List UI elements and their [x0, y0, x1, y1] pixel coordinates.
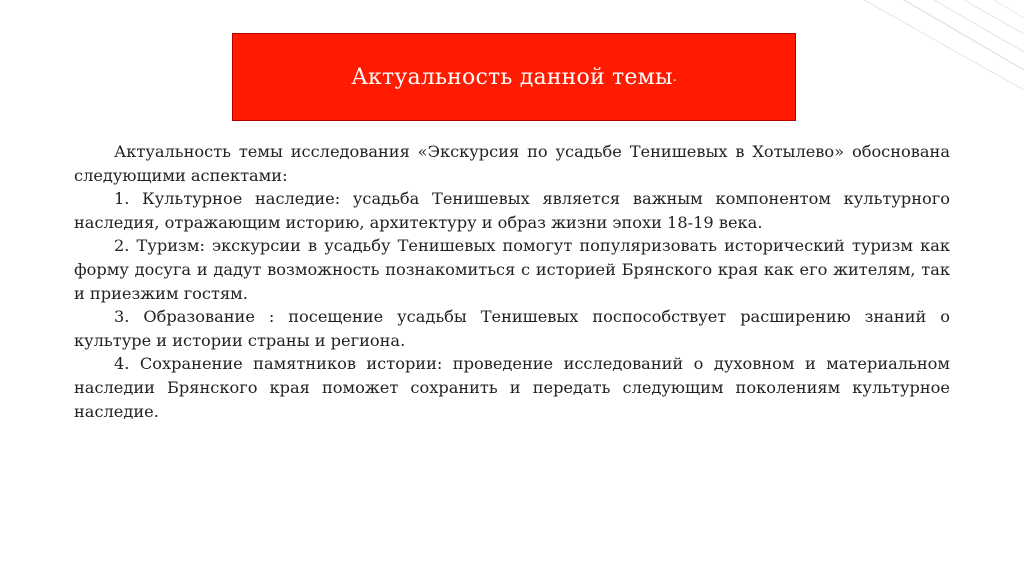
slide-title-dot: . [672, 69, 677, 85]
point-education: 3. Образование : посещение усадьбы Тенишевых поспособствует расширению знаний о культуре и истории страны и региона. [74, 307, 950, 350]
corner-decoration [864, 0, 1024, 90]
point-tourism: 2. Туризм: экскурсии в усадьбу Тенишевых помогут популяризовать исторический туризм как форму досуга и дадут возможность познакомиться с историей Брянского края как его жителям, так и приезжим гостям. [74, 236, 950, 303]
title-banner [232, 33, 796, 121]
slide-title: Актуальность данной темы [351, 64, 673, 90]
point-preservation: 4. Сохранение памятников истории: проведение исследований о духовном и материальном наследии Брянского края поможет сохранить и передать следующим поколениям культурное наследие. [74, 354, 950, 421]
intro-paragraph: Актуальность темы исследования «Экскурсия по усадьбе Тенишевых в Хотылево» обоснована следующими аспектами: [74, 142, 950, 185]
point-cultural-heritage: 1. Культурное наследие: усадьба Тенишевых является важным компонентом культурного наследия, отражающим историю, архитектуру и образ жизни эпохи 18-19 века. [74, 189, 950, 232]
slide-body [74, 140, 950, 423]
